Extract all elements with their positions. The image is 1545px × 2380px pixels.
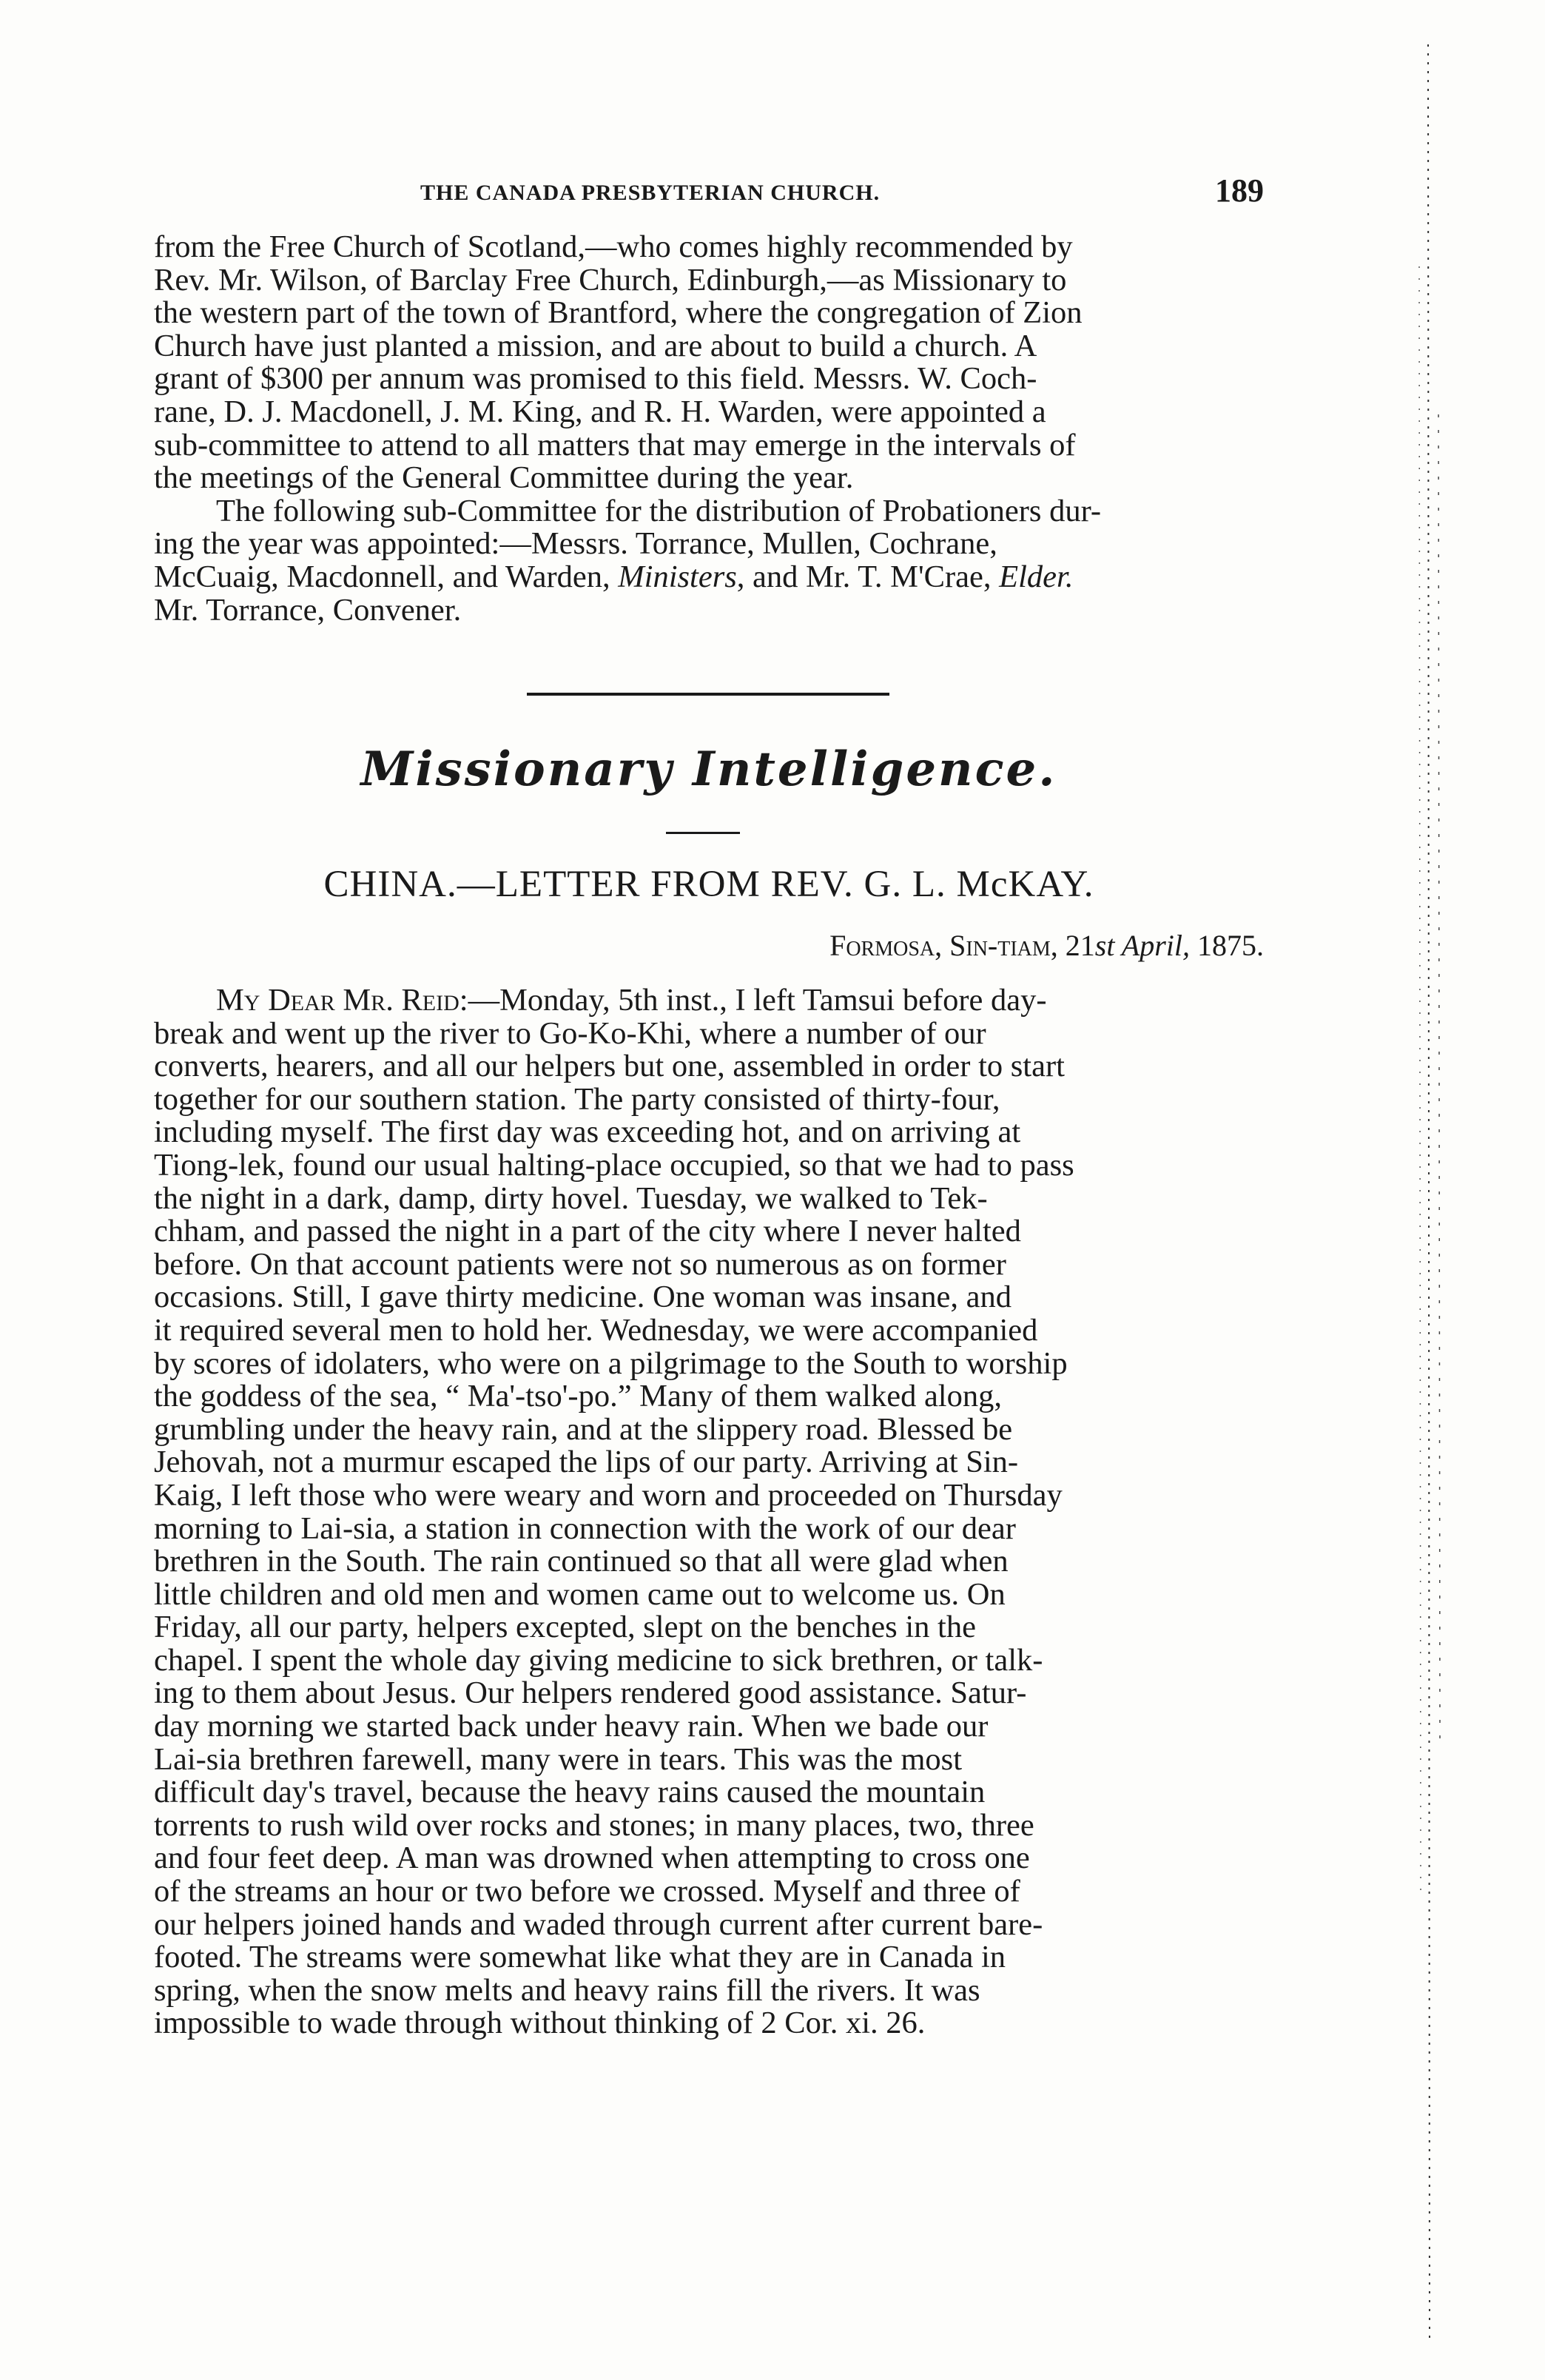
text-line: together for our southern station. The party consisted of thirty-four, <box>154 1081 1000 1117</box>
text-line: of the streams an hour or two before we crossed. Myself and three of <box>154 1874 1020 1909</box>
text-line: before. On that account patients were not so numerous as on former <box>154 1246 1006 1282</box>
dateline-day: 21 <box>1057 929 1095 962</box>
text-line: rane, D. J. Macdonell, J. M. King, and R. H. Warden, were appointed a <box>154 394 1046 429</box>
text-line: the western part of the town of Brantford, where the congregation of Zion <box>154 295 1083 331</box>
text-line: sub-committee to attend to all matters that may emerge in the intervals of <box>154 427 1076 463</box>
text-line: Lai-sia brethren farewell, many were in tears. This was the most <box>154 1741 963 1777</box>
text-line: ing to them about Jesus. Our helpers rendered good assistance. Satur- <box>154 1675 1027 1711</box>
text-line <box>154 984 1264 1018</box>
text-line: Church have just planted a mission, and are about to build a church. A <box>154 328 1037 363</box>
text-line: difficult day's travel, because the heavy rains caused the mountain <box>154 1775 986 1810</box>
text-line: from the Free Church of Scotland,—who comes highly recommended by <box>154 229 1073 264</box>
text-line: chham, and passed the night in a part of the city where I never halted <box>154 1214 1021 1249</box>
dateline-month: April, <box>1114 929 1190 962</box>
dateline-place: Formosa, Sin-tiam, <box>829 929 1058 962</box>
text-line: occasions. Still, I gave thirty medicine. One woman was insane, and <box>154 1280 1012 1315</box>
text-line: including myself. The first day was exceeding hot, and on arriving at <box>154 1115 1021 1150</box>
section-divider <box>527 693 889 696</box>
text-line <box>154 561 1264 594</box>
text-line: Tiong-lek, found our usual halting-place occupied, so that we had to pass <box>154 1147 1074 1183</box>
text-line: brethren in the South. The rain continued so that all were glad when <box>154 1544 1009 1579</box>
dateline-year: 1875. <box>1190 929 1264 962</box>
dateline <box>829 928 1264 963</box>
text-line: Rev. Mr. Wilson, of Barclay Free Church, Edinburgh,—as Missionary to <box>154 262 1067 298</box>
running-head: THE CANADA PRESBYTERIAN CHURCH. <box>420 181 881 205</box>
letter-body <box>154 984 1264 2040</box>
elder-italic: Elder. <box>999 559 1074 594</box>
text-line: day morning we started back under heavy rain. When we bade our <box>154 1709 989 1744</box>
text-line: Kaig, I left those who were weary and worn and proceeded on Thursday <box>154 1477 1063 1513</box>
text-line: chapel. I spent the whole day giving medicine to sick brethren, or talk- <box>154 1642 1043 1678</box>
committee-paragraph <box>154 495 1264 627</box>
text-run: , and Mr. T. M'Crae, <box>736 559 1000 594</box>
ministers-italic: Ministers <box>618 559 737 594</box>
page-header <box>154 172 1264 216</box>
text-line: the meetings of the General Committee during the year. <box>154 460 854 496</box>
text-line: Mr. Torrance, Convener. <box>154 592 462 628</box>
text-run: :—Monday, 5th inst., I left Tamsui before day- <box>459 983 1047 1018</box>
salutation: My Dear Mr. Reid <box>216 983 460 1018</box>
text-line: the night in a dark, damp, dirty hovel. Tuesday, we walked to Tek- <box>154 1180 988 1216</box>
text-line: Friday, all our party, helpers excepted, slept on the benches in the <box>154 1610 976 1645</box>
text-run: McCuaig, Macdonnell, and Warden, <box>154 559 619 594</box>
text-line: Jehovah, not a murmur escaped the lips of our party. Arriving at Sin- <box>154 1445 1019 1480</box>
title-underline <box>666 832 740 834</box>
text-line: converts, hearers, and all our helpers but one, assembled in order to start <box>154 1049 1065 1084</box>
section-title: Missionary Intelligence. <box>360 742 1057 797</box>
text-line: torrents to rush wild over rocks and stones; in many places, two, three <box>154 1807 1034 1843</box>
dateline-suffix: st <box>1094 929 1115 962</box>
text-line: break and went up the river to Go-Ko-Khi, where a number of our <box>154 1015 986 1051</box>
page-number: 189 <box>1215 172 1264 209</box>
text-line: spring, when the snow melts and heavy rains fill the rivers. It was <box>154 1972 980 2008</box>
text-line: and four feet deep. A man was drowned when attempting to cross one <box>154 1841 1030 1876</box>
text-line: ing the year was appointed:—Messrs. Torrance, Mullen, Cochrane, <box>154 526 997 562</box>
text-line: footed. The streams were somewhat like what they are in Canada in <box>154 1940 1006 1975</box>
article-title: CHINA.—LETTER FROM REV. G. L. McKAY. <box>323 864 1094 905</box>
text-line: impossible to wade through without thinking of 2 Cor. xi. 26. <box>154 2006 926 2041</box>
scan-edge-noise <box>1406 44 1450 2339</box>
text-line: our helpers joined hands and waded through current after current bare- <box>154 1906 1043 1942</box>
letter-paragraph <box>154 984 1264 2040</box>
opening-paragraph <box>154 231 1264 495</box>
text-line: by scores of idolaters, who were on a pilgrimage to the South to worship <box>154 1345 1068 1381</box>
text-line: morning to Lai-sia, a station in connection with the work of our dear <box>154 1510 1016 1546</box>
text-line: the goddess of the sea, “ Ma'-tso'-po.” Many of them walked along, <box>154 1379 1002 1414</box>
text-line: it required several men to hold her. Wednesday, we were accompanied <box>154 1312 1038 1348</box>
text-line: The following sub-Committee for the distribution of Probationers dur- <box>216 493 1102 528</box>
text-line: grant of $300 per annum was promised to this field. Messrs. W. Coch- <box>154 361 1037 397</box>
committee-report <box>154 231 1264 627</box>
text-line: grumbling under the heavy rain, and at the slippery road. Blessed be <box>154 1411 1013 1447</box>
text-line: little children and old men and women came out to welcome us. On <box>154 1576 1006 1612</box>
